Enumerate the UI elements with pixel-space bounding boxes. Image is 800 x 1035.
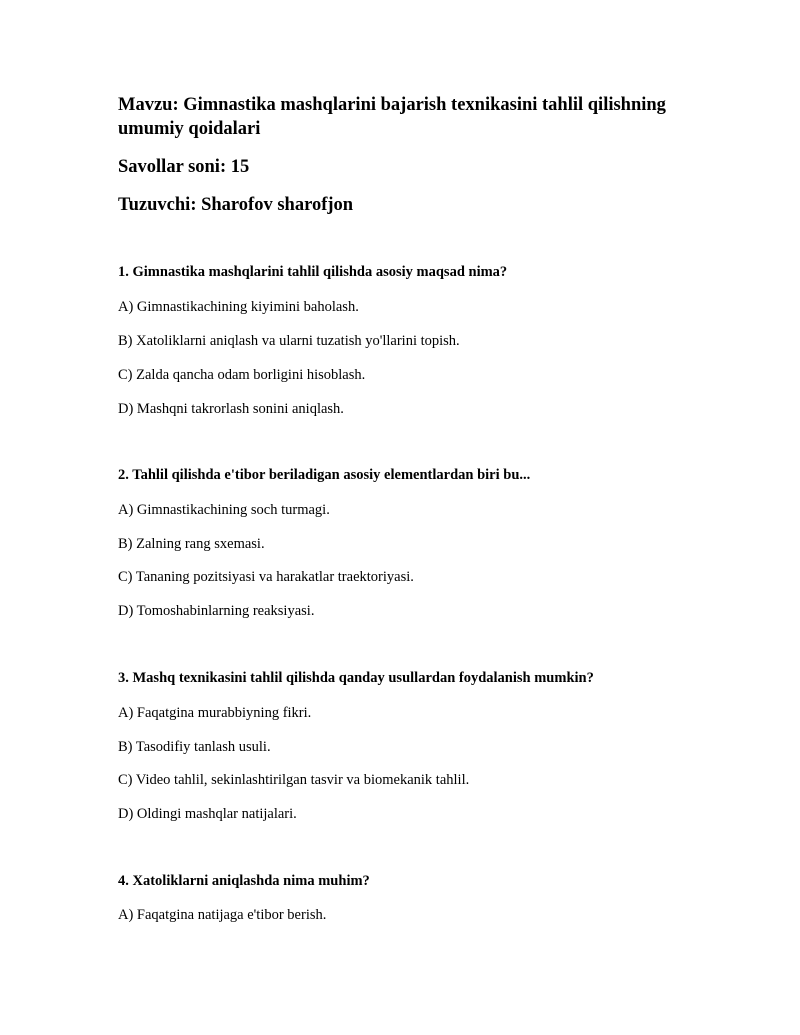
question-1-option-c: C) Zalda qancha odam borligini hisoblash. [118, 367, 366, 383]
question-1-option-a: A) Gimnastikachining kiyimini baholash. [118, 299, 359, 315]
question-2-option-d: D) Tomoshabinlarning reaksiyasi. [118, 603, 315, 619]
question-2-option-c: C) Tananing pozitsiyasi va harakatlar traektoriyasi. [118, 569, 414, 585]
question-4-option-a: A) Faqatgina natijaga e'tibor berish. [118, 907, 327, 923]
document-title: Mavzu: Gimnastika mashqlarini bajarish texnikasini tahlil qilishning umumiy qoidalari [118, 95, 666, 139]
question-1-option-b: B) Xatoliklarni aniqlash va ularni tuzatish yo'llarini topish. [118, 333, 460, 349]
question-count: Savollar soni: 15 [118, 157, 250, 177]
question-3-option-c: C) Video tahlil, sekinlashtirilgan tasvir va biomekanik tahlil. [118, 772, 470, 788]
question-3: 3. Mashq texnikasini tahlil qilishda qanday usullardan foydalanish mumkin? [118, 670, 594, 686]
question-4: 4. Xatoliklarni aniqlashda nima muhim? [118, 873, 370, 889]
question-3-option-d: D) Oldingi mashqlar natijalari. [118, 806, 297, 822]
question-1: 1. Gimnastika mashqlarini tahlil qilishda asosiy maqsad nima? [118, 264, 508, 280]
author-line: Tuzuvchi: Sharofov sharofjon [118, 195, 354, 215]
question-3-option-b: B) Tasodifiy tanlash usuli. [118, 739, 271, 755]
question-1-option-d: D) Mashqni takrorlash sonini aniqlash. [118, 401, 344, 417]
question-3-option-a: A) Faqatgina murabbiyning fikri. [118, 705, 312, 721]
question-2-option-b: B) Zalning rang sxemasi. [118, 536, 265, 552]
question-2: 2. Tahlil qilishda e'tibor beriladigan asosiy elementlardan biri bu... [118, 467, 531, 483]
question-2-option-a: A) Gimnastikachining soch turmagi. [118, 502, 330, 518]
